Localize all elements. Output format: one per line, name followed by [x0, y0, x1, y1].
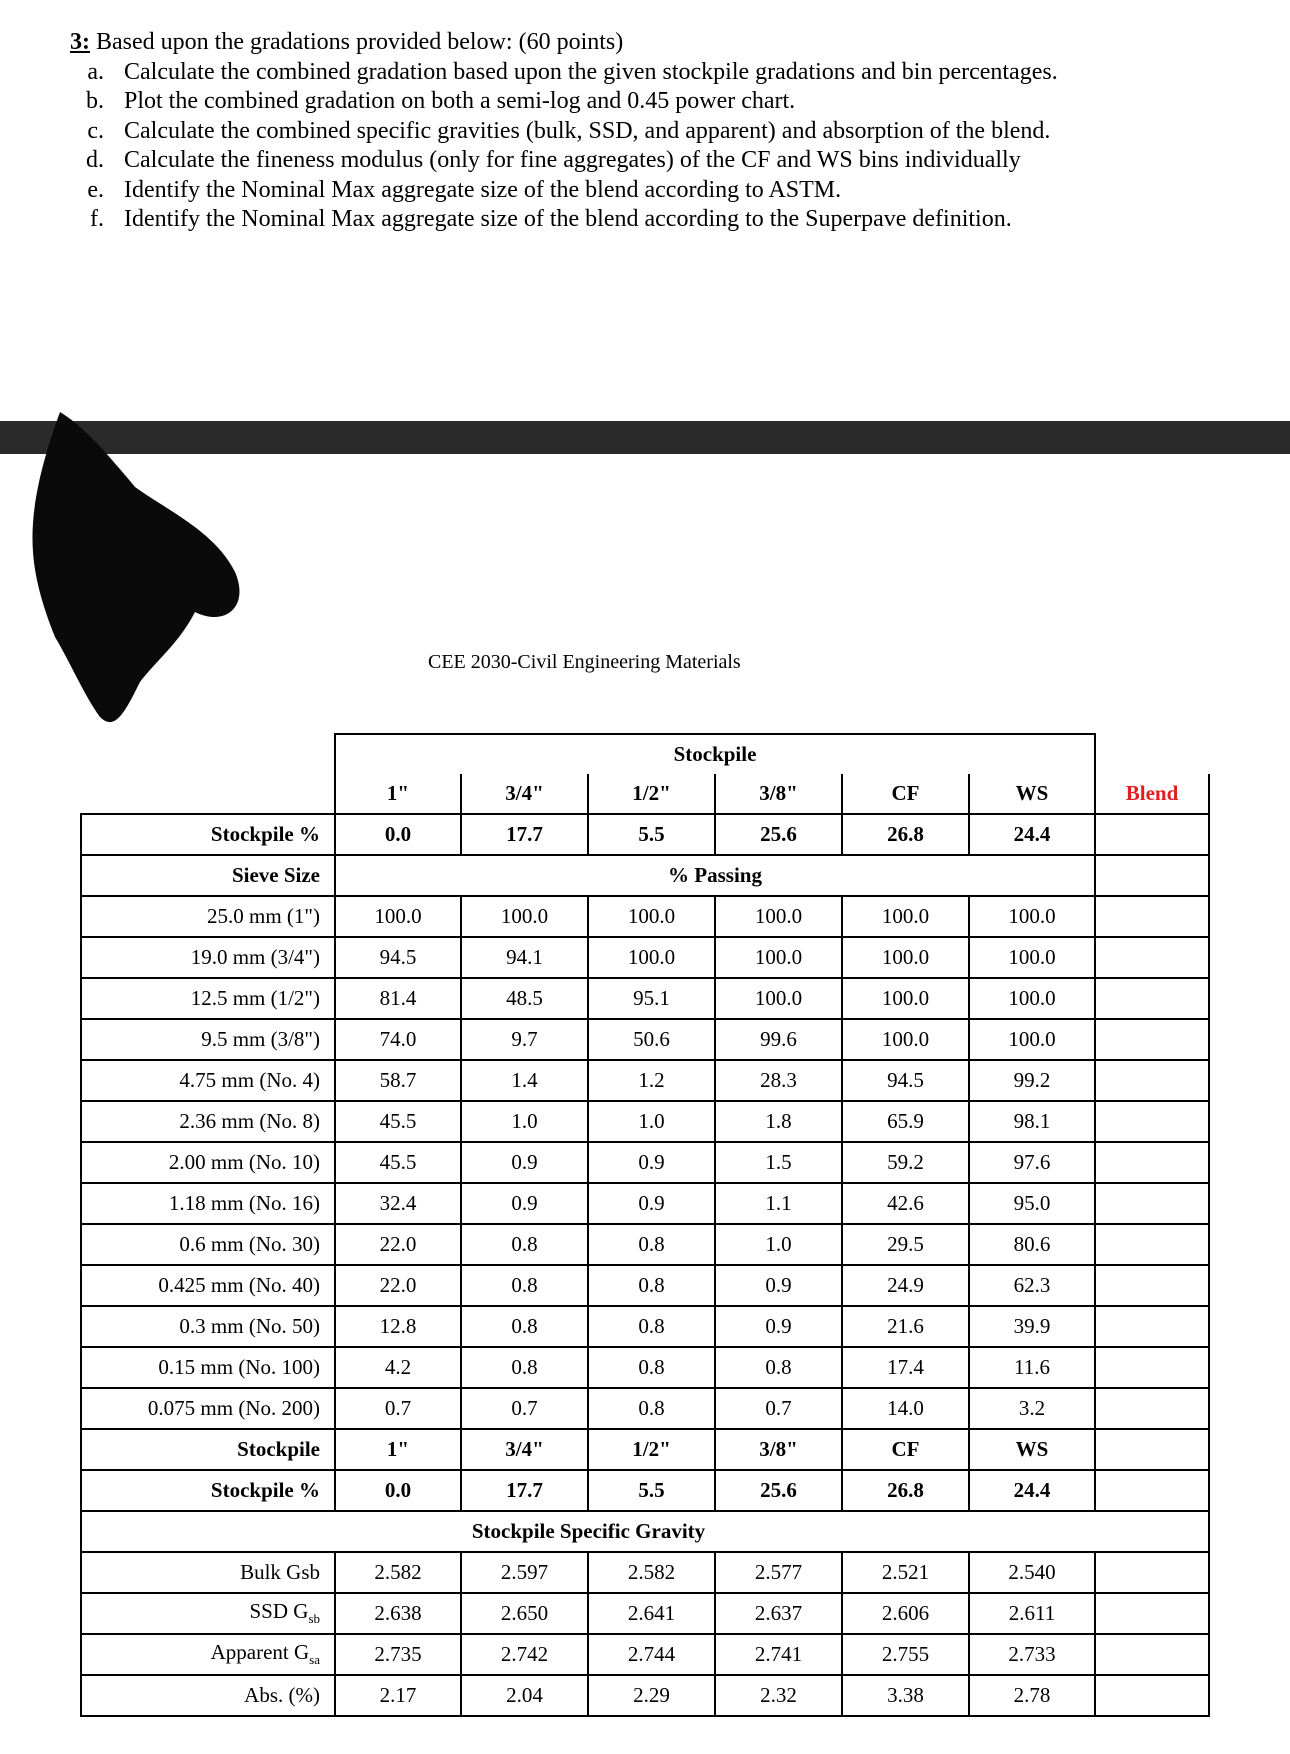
blend-cell	[1095, 1019, 1209, 1060]
sg-value: 2.650	[461, 1593, 588, 1634]
blend-cell	[1095, 1634, 1209, 1675]
table-cell	[1095, 1429, 1209, 1470]
table-row	[81, 1060, 1209, 1101]
stockpile-name: 3/4"	[461, 774, 588, 814]
sg-value: 2.755	[842, 1634, 969, 1675]
question-item-letter: f.	[90, 206, 104, 232]
passing-value: 97.6	[969, 1142, 1095, 1183]
blend-cell	[1095, 1347, 1209, 1388]
table-row	[81, 1224, 1209, 1265]
question-item-letter: c.	[87, 117, 104, 144]
question-items	[70, 58, 1058, 235]
passing-value: 39.9	[969, 1306, 1095, 1347]
passing-value: 1.5	[715, 1142, 842, 1183]
passing-value: 100.0	[842, 896, 969, 937]
question-heading	[70, 28, 1058, 58]
passing-value: 100.0	[461, 896, 588, 937]
table-row	[81, 1101, 1209, 1142]
passing-value: 9.7	[461, 1019, 588, 1060]
stockpile-percent: 24.4	[969, 814, 1095, 855]
question-item	[70, 146, 1058, 176]
blend-cell	[1095, 937, 1209, 978]
sg-label-text: Bulk Gsb	[240, 1560, 320, 1584]
stockpile-name: 1/2"	[588, 1429, 715, 1470]
sg-value: 2.17	[335, 1675, 461, 1716]
passing-value: 22.0	[335, 1265, 461, 1306]
passing-value: 100.0	[842, 937, 969, 978]
passing-value: 0.8	[588, 1306, 715, 1347]
course-title: CEE 2030-Civil Engineering Materials	[428, 651, 741, 673]
sg-value: 2.611	[969, 1593, 1095, 1634]
sieve-size: 4.75 mm (No. 4)	[81, 1060, 335, 1101]
passing-value: 48.5	[461, 978, 588, 1019]
blend-cell	[1095, 1388, 1209, 1429]
passing-value: 22.0	[335, 1224, 461, 1265]
stockpile-name: 1/2"	[588, 774, 715, 814]
passing-value: 81.4	[335, 978, 461, 1019]
stockpile-name: CF	[842, 1429, 969, 1470]
sg-value: 2.597	[461, 1552, 588, 1593]
passing-value: 58.7	[335, 1060, 461, 1101]
passing-value: 0.8	[588, 1265, 715, 1306]
passing-value: 0.7	[715, 1388, 842, 1429]
sieve-size: 0.15 mm (No. 100)	[81, 1347, 335, 1388]
passing-value: 12.8	[335, 1306, 461, 1347]
table-row	[81, 1019, 1209, 1060]
passing-value: 0.9	[588, 1142, 715, 1183]
passing-value: 100.0	[969, 896, 1095, 937]
table-row	[81, 1511, 1209, 1552]
redaction-blot	[30, 412, 250, 732]
table-row	[81, 1183, 1209, 1224]
sieve-size: 19.0 mm (3/4")	[81, 937, 335, 978]
table-row	[81, 1634, 1209, 1675]
row-label: Sieve Size	[81, 855, 335, 896]
question-item	[70, 117, 1058, 147]
sg-label	[81, 1552, 335, 1593]
stockpile-percent: 5.5	[588, 1470, 715, 1511]
question-item-letter: e.	[87, 176, 104, 203]
stockpile-percent: 0.0	[335, 1470, 461, 1511]
passing-value: 0.9	[715, 1306, 842, 1347]
sg-label-text: SSD G	[249, 1599, 309, 1624]
passing-header: % Passing	[335, 855, 1095, 896]
question-item-letter: b.	[86, 88, 104, 114]
passing-value: 80.6	[969, 1224, 1095, 1265]
question-item	[70, 58, 1058, 88]
passing-value: 94.5	[335, 937, 461, 978]
blend-label: Blend	[1095, 774, 1209, 814]
passing-value: 98.1	[969, 1101, 1095, 1142]
question-item-text: Calculate the fineness modulus (only for fine aggregates) of the CF and WS bins individually	[124, 147, 1021, 173]
stockpile-name: 3/8"	[715, 1429, 842, 1470]
passing-value: 100.0	[842, 978, 969, 1019]
sieve-size: 0.6 mm (No. 30)	[81, 1224, 335, 1265]
stockpile-percent: 25.6	[715, 814, 842, 855]
passing-value: 100.0	[969, 978, 1095, 1019]
passing-value: 100.0	[969, 1019, 1095, 1060]
question-item-text: Identify the Nominal Max aggregate size of the blend according to the Superpave definition.	[124, 206, 1012, 232]
question-item	[70, 87, 1058, 117]
sg-value: 2.606	[842, 1593, 969, 1634]
table-cell	[81, 1511, 335, 1552]
sieve-size: 0.3 mm (No. 50)	[81, 1306, 335, 1347]
table-cell	[1095, 1470, 1209, 1511]
stockpile-name: 3/4"	[461, 1429, 588, 1470]
passing-value: 65.9	[842, 1101, 969, 1142]
question-item-letter: d.	[86, 147, 104, 173]
sg-value: 2.32	[715, 1675, 842, 1716]
passing-value: 11.6	[969, 1347, 1095, 1388]
passing-value: 45.5	[335, 1101, 461, 1142]
table-row	[81, 937, 1209, 978]
sieve-size: 1.18 mm (No. 16)	[81, 1183, 335, 1224]
passing-value: 0.9	[461, 1183, 588, 1224]
passing-value: 21.6	[842, 1306, 969, 1347]
passing-value: 59.2	[842, 1142, 969, 1183]
passing-value: 45.5	[335, 1142, 461, 1183]
passing-value: 1.8	[715, 1101, 842, 1142]
stockpile-name: WS	[969, 774, 1095, 814]
blend-cell	[1095, 978, 1209, 1019]
sg-label-subscript: sa	[309, 1652, 320, 1668]
passing-value: 0.7	[335, 1388, 461, 1429]
passing-value: 0.8	[588, 1224, 715, 1265]
blend-cell	[1095, 1265, 1209, 1306]
passing-value: 4.2	[335, 1347, 461, 1388]
sg-value: 2.582	[335, 1552, 461, 1593]
table-cell	[1095, 814, 1209, 855]
sg-value: 2.641	[588, 1593, 715, 1634]
passing-value: 3.2	[969, 1388, 1095, 1429]
passing-value: 1.0	[588, 1101, 715, 1142]
sg-label	[81, 1675, 335, 1716]
stockpile-percent: 5.5	[588, 814, 715, 855]
sg-header: Stockpile Specific Gravity	[335, 1511, 842, 1552]
passing-value: 94.5	[842, 1060, 969, 1101]
blend-cell	[1095, 1060, 1209, 1101]
passing-value: 100.0	[969, 937, 1095, 978]
passing-value: 1.2	[588, 1060, 715, 1101]
stockpile-percent: 0.0	[335, 814, 461, 855]
stockpile-name: 1"	[335, 774, 461, 814]
question-intro: Based upon the gradations provided below: (60 points)	[90, 29, 624, 55]
table-row	[81, 1388, 1209, 1429]
table-cell	[81, 734, 335, 774]
blend-cell	[1095, 1101, 1209, 1142]
stockpile-percent: 17.7	[461, 814, 588, 855]
sg-value: 2.638	[335, 1593, 461, 1634]
passing-value: 42.6	[842, 1183, 969, 1224]
question-item	[70, 176, 1058, 206]
stockpile-name: 3/8"	[715, 774, 842, 814]
sg-label-subscript: sb	[308, 1611, 320, 1627]
sieve-size: 12.5 mm (1/2")	[81, 978, 335, 1019]
stockpile-name: WS	[969, 1429, 1095, 1470]
table-row	[81, 1470, 1209, 1511]
question-number: 3:	[70, 29, 90, 55]
sg-value: 2.04	[461, 1675, 588, 1716]
table-row	[81, 1429, 1209, 1470]
stockpile-percent: 26.8	[842, 1470, 969, 1511]
table-cell	[842, 1511, 1095, 1552]
question-item-text: Identify the Nominal Max aggregate size of the blend according to ASTM.	[124, 176, 842, 203]
sg-label-text: Abs. (%)	[244, 1683, 320, 1707]
passing-value: 32.4	[335, 1183, 461, 1224]
passing-value: 0.8	[461, 1265, 588, 1306]
sg-value: 2.540	[969, 1552, 1095, 1593]
table-row	[81, 774, 1209, 814]
table-cell	[81, 774, 335, 814]
passing-value: 100.0	[588, 896, 715, 937]
sieve-size: 25.0 mm (1")	[81, 896, 335, 937]
table-row	[81, 978, 1209, 1019]
passing-value: 0.9	[715, 1265, 842, 1306]
passing-value: 0.8	[588, 1388, 715, 1429]
sieve-size: 0.075 mm (No. 200)	[81, 1388, 335, 1429]
row-label: Stockpile %	[81, 814, 335, 855]
passing-value: 24.9	[842, 1265, 969, 1306]
passing-value: 1.1	[715, 1183, 842, 1224]
passing-value: 100.0	[335, 896, 461, 937]
question-item-text: Calculate the combined gradation based upon the given stockpile gradations and bin percentages.	[124, 58, 1058, 85]
sg-value: 2.78	[969, 1675, 1095, 1716]
stockpile-percent: 25.6	[715, 1470, 842, 1511]
passing-value: 0.9	[588, 1183, 715, 1224]
passing-value: 1.4	[461, 1060, 588, 1101]
question-block	[70, 28, 1058, 235]
sg-value: 2.744	[588, 1634, 715, 1675]
table-row	[81, 814, 1209, 855]
sieve-size: 2.36 mm (No. 8)	[81, 1101, 335, 1142]
table-row	[81, 1552, 1209, 1593]
sg-value: 2.733	[969, 1634, 1095, 1675]
passing-value: 100.0	[588, 937, 715, 978]
sieve-size: 2.00 mm (No. 10)	[81, 1142, 335, 1183]
passing-value: 17.4	[842, 1347, 969, 1388]
passing-value: 94.1	[461, 937, 588, 978]
passing-value: 0.8	[461, 1306, 588, 1347]
sg-value: 2.521	[842, 1552, 969, 1593]
table-row	[81, 855, 1209, 896]
sg-value: 2.637	[715, 1593, 842, 1634]
stockpile-percent: 17.7	[461, 1470, 588, 1511]
sg-value: 2.735	[335, 1634, 461, 1675]
sg-label-text: Apparent G	[210, 1640, 310, 1665]
table-row	[81, 1675, 1209, 1716]
passing-value: 29.5	[842, 1224, 969, 1265]
question-item-letter: a.	[87, 58, 104, 85]
passing-value: 0.8	[461, 1224, 588, 1265]
passing-value: 100.0	[842, 1019, 969, 1060]
gradation-table	[80, 733, 1210, 1717]
stockpile-header: Stockpile	[335, 734, 1095, 774]
question-item-text: Plot the combined gradation on both a semi-log and 0.45 power chart.	[124, 88, 796, 114]
passing-value: 28.3	[715, 1060, 842, 1101]
passing-value: 99.6	[715, 1019, 842, 1060]
sg-value: 2.742	[461, 1634, 588, 1675]
stockpile-name: 1"	[335, 1429, 461, 1470]
table-cell	[1095, 1511, 1209, 1552]
passing-value: 100.0	[715, 978, 842, 1019]
table-row	[81, 1347, 1209, 1388]
blend-cell	[1095, 1224, 1209, 1265]
table-cell	[1095, 734, 1209, 774]
passing-value: 1.0	[715, 1224, 842, 1265]
table-row	[81, 1593, 1209, 1634]
passing-value: 0.7	[461, 1388, 588, 1429]
sg-value: 2.29	[588, 1675, 715, 1716]
table-row	[81, 1306, 1209, 1347]
blend-cell	[1095, 896, 1209, 937]
passing-value: 95.1	[588, 978, 715, 1019]
blend-cell	[1095, 1552, 1209, 1593]
passing-value: 100.0	[715, 896, 842, 937]
sieve-size: 0.425 mm (No. 40)	[81, 1265, 335, 1306]
blend-cell	[1095, 1306, 1209, 1347]
table-row	[81, 896, 1209, 937]
passing-value: 50.6	[588, 1019, 715, 1060]
sg-value: 3.38	[842, 1675, 969, 1716]
stockpile-percent: 26.8	[842, 814, 969, 855]
passing-value: 0.8	[715, 1347, 842, 1388]
blend-cell	[1095, 1593, 1209, 1634]
table-cell	[1095, 855, 1209, 896]
sg-value: 2.577	[715, 1552, 842, 1593]
passing-value: 1.0	[461, 1101, 588, 1142]
blend-cell	[1095, 1675, 1209, 1716]
sg-value: 2.741	[715, 1634, 842, 1675]
passing-value: 14.0	[842, 1388, 969, 1429]
passing-value: 74.0	[335, 1019, 461, 1060]
stockpile-name: CF	[842, 774, 969, 814]
sg-label	[81, 1593, 335, 1634]
row-label: Stockpile %	[81, 1470, 335, 1511]
table-row	[81, 734, 1209, 774]
row-label: Stockpile	[81, 1429, 335, 1470]
blend-cell	[1095, 1183, 1209, 1224]
passing-value: 100.0	[715, 937, 842, 978]
question-item	[70, 205, 1058, 235]
sg-value: 2.582	[588, 1552, 715, 1593]
table-row	[81, 1265, 1209, 1306]
stockpile-percent: 24.4	[969, 1470, 1095, 1511]
sg-label	[81, 1634, 335, 1675]
passing-value: 95.0	[969, 1183, 1095, 1224]
passing-value: 62.3	[969, 1265, 1095, 1306]
blend-cell	[1095, 1142, 1209, 1183]
passing-value: 0.8	[461, 1347, 588, 1388]
passing-value: 0.8	[588, 1347, 715, 1388]
sieve-size: 9.5 mm (3/8")	[81, 1019, 335, 1060]
question-item-text: Calculate the combined specific gravities (bulk, SSD, and apparent) and absorption of the blend.	[124, 117, 1051, 144]
passing-value: 0.9	[461, 1142, 588, 1183]
table-row	[81, 1142, 1209, 1183]
passing-value: 99.2	[969, 1060, 1095, 1101]
